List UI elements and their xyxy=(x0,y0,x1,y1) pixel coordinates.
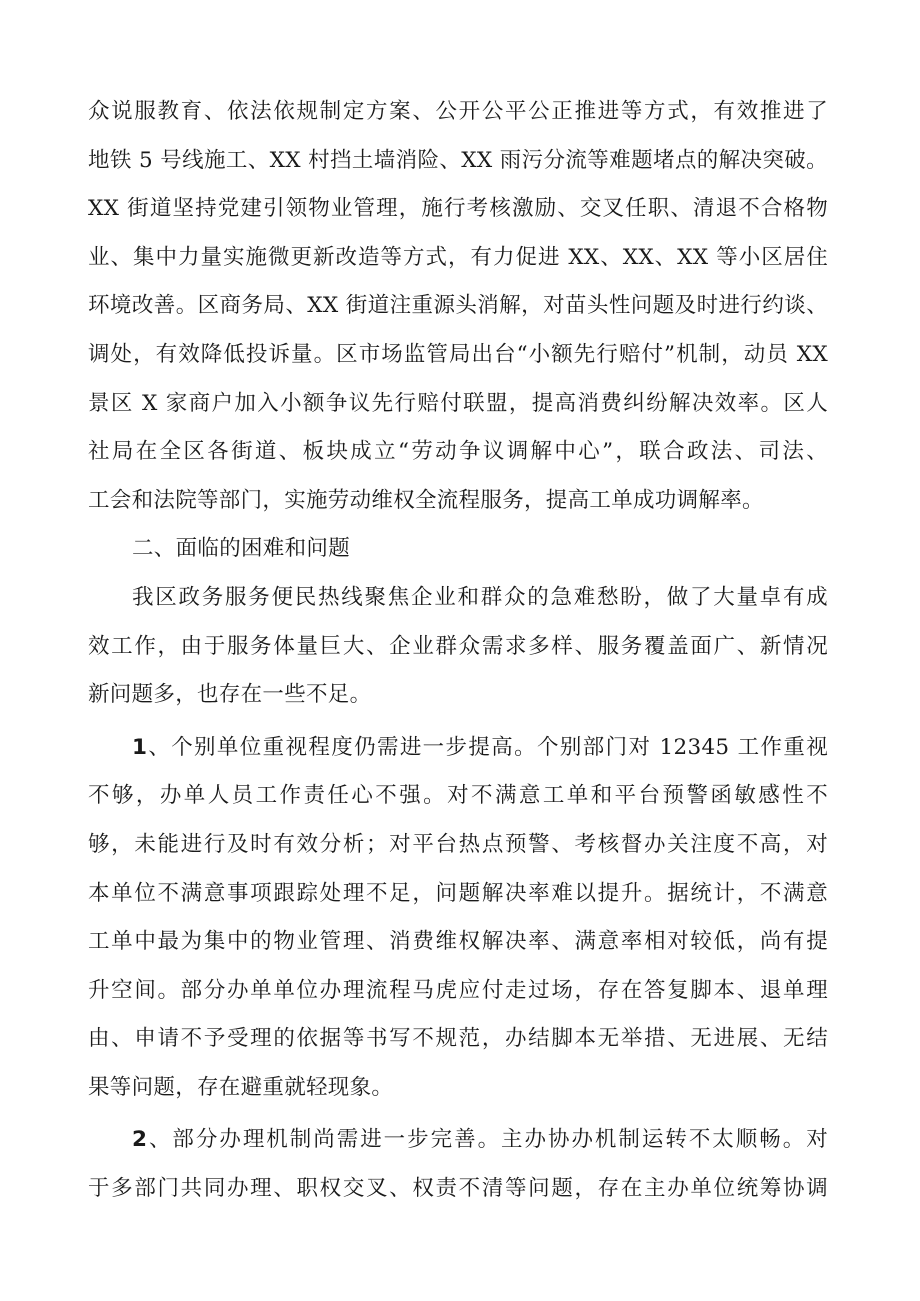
text-line: 工单中最为集中的物业管理、消费维权解决率、满意率相对较低，尚有提 xyxy=(88,929,828,955)
text-line: 由、申请不予受理的依据等书写不规范，办结脚本无举措、无进展、无结 xyxy=(88,1026,828,1052)
list-item-first-line xyxy=(88,724,828,773)
text-line: 地铁 5 号线施工、XX 村挡土墙消险、XX 雨污分流等难题堵点的解决突破。 xyxy=(88,147,828,173)
text-line: 新问题多，也存在一些不足。 xyxy=(88,682,372,708)
text-line: 够，未能进行及时有效分析；对平台热点预警、考核督办关注度不高，对 xyxy=(88,831,828,857)
list-item-heading: 、部分办理机制尚需进一步完善。主办协办机制运转不太顺畅。对 xyxy=(147,1127,828,1153)
text-line: 业、集中力量实施微更新改造等方式，有力促进 XX、XX、XX 等小区居住 xyxy=(88,244,828,270)
paragraph-practices xyxy=(88,88,828,525)
text-line: 升空间。部分办单单位办理流程马虎应付走过场，存在答复脚本、退单理 xyxy=(88,977,828,1003)
list-item-1 xyxy=(88,724,828,1113)
paragraph-intro xyxy=(88,574,828,720)
document-page xyxy=(88,88,828,1214)
text-line: 众说服教育、依法依规制定方案、公开公平公正推进等方式，有效推进了 xyxy=(88,99,828,124)
text-line: XX 街道坚持党建引领物业管理，施行考核激励、交叉任职、清退不合格物 xyxy=(88,196,828,222)
list-item-number: 2 xyxy=(132,1127,148,1153)
text-line: 社局在全区各街道、板块成立“劳动争议调解中心”，联合政法、司法、 xyxy=(88,439,828,465)
text-line: 我区政务服务便民热线聚焦企业和群众的急难愁盼，做了大量卓有成 xyxy=(132,584,828,610)
list-item-number: 1 xyxy=(132,734,148,760)
text-line: 于多部门共同办理、职权交叉、权责不清等问题，存在主办单位统筹协调 xyxy=(88,1176,828,1202)
list-item-2 xyxy=(88,1116,828,1213)
text-line: 不够，办单人员工作责任心不强。对不满意工单和平台预警函敏感性不 xyxy=(88,783,828,809)
text-line: 工会和法院等部门，实施劳动维权全流程服务，提高工单成功调解率。 xyxy=(88,487,764,513)
list-item-first-line xyxy=(88,1116,828,1165)
section-heading: 二、面临的困难和问题 xyxy=(132,536,351,562)
text-line: 果等问题，存在避重就轻现象。 xyxy=(88,1074,394,1100)
text-line: 效工作，由于服务体量巨大、企业群众需求多样、服务覆盖面广、新情况 xyxy=(88,633,828,659)
text-line: 本单位不满意事项跟踪处理不足，问题解决率难以提升。据统计，不满意 xyxy=(88,880,828,906)
text-line: 调处，有效降低投诉量。区市场监管局出台“小额先行赔付”机制，动员 XX xyxy=(88,341,828,367)
text-line: 景区 X 家商户加入小额争议先行赔付联盟，提高消费纠纷解决效率。区人 xyxy=(88,390,828,416)
text-line: 环境改善。区商务局、XX 街道注重源头消解，对苗头性问题及时进行约谈、 xyxy=(88,293,828,319)
list-item-heading: 、个别单位重视程度仍需进一步提高。个别部门对 12345 工作重视 xyxy=(147,734,828,760)
